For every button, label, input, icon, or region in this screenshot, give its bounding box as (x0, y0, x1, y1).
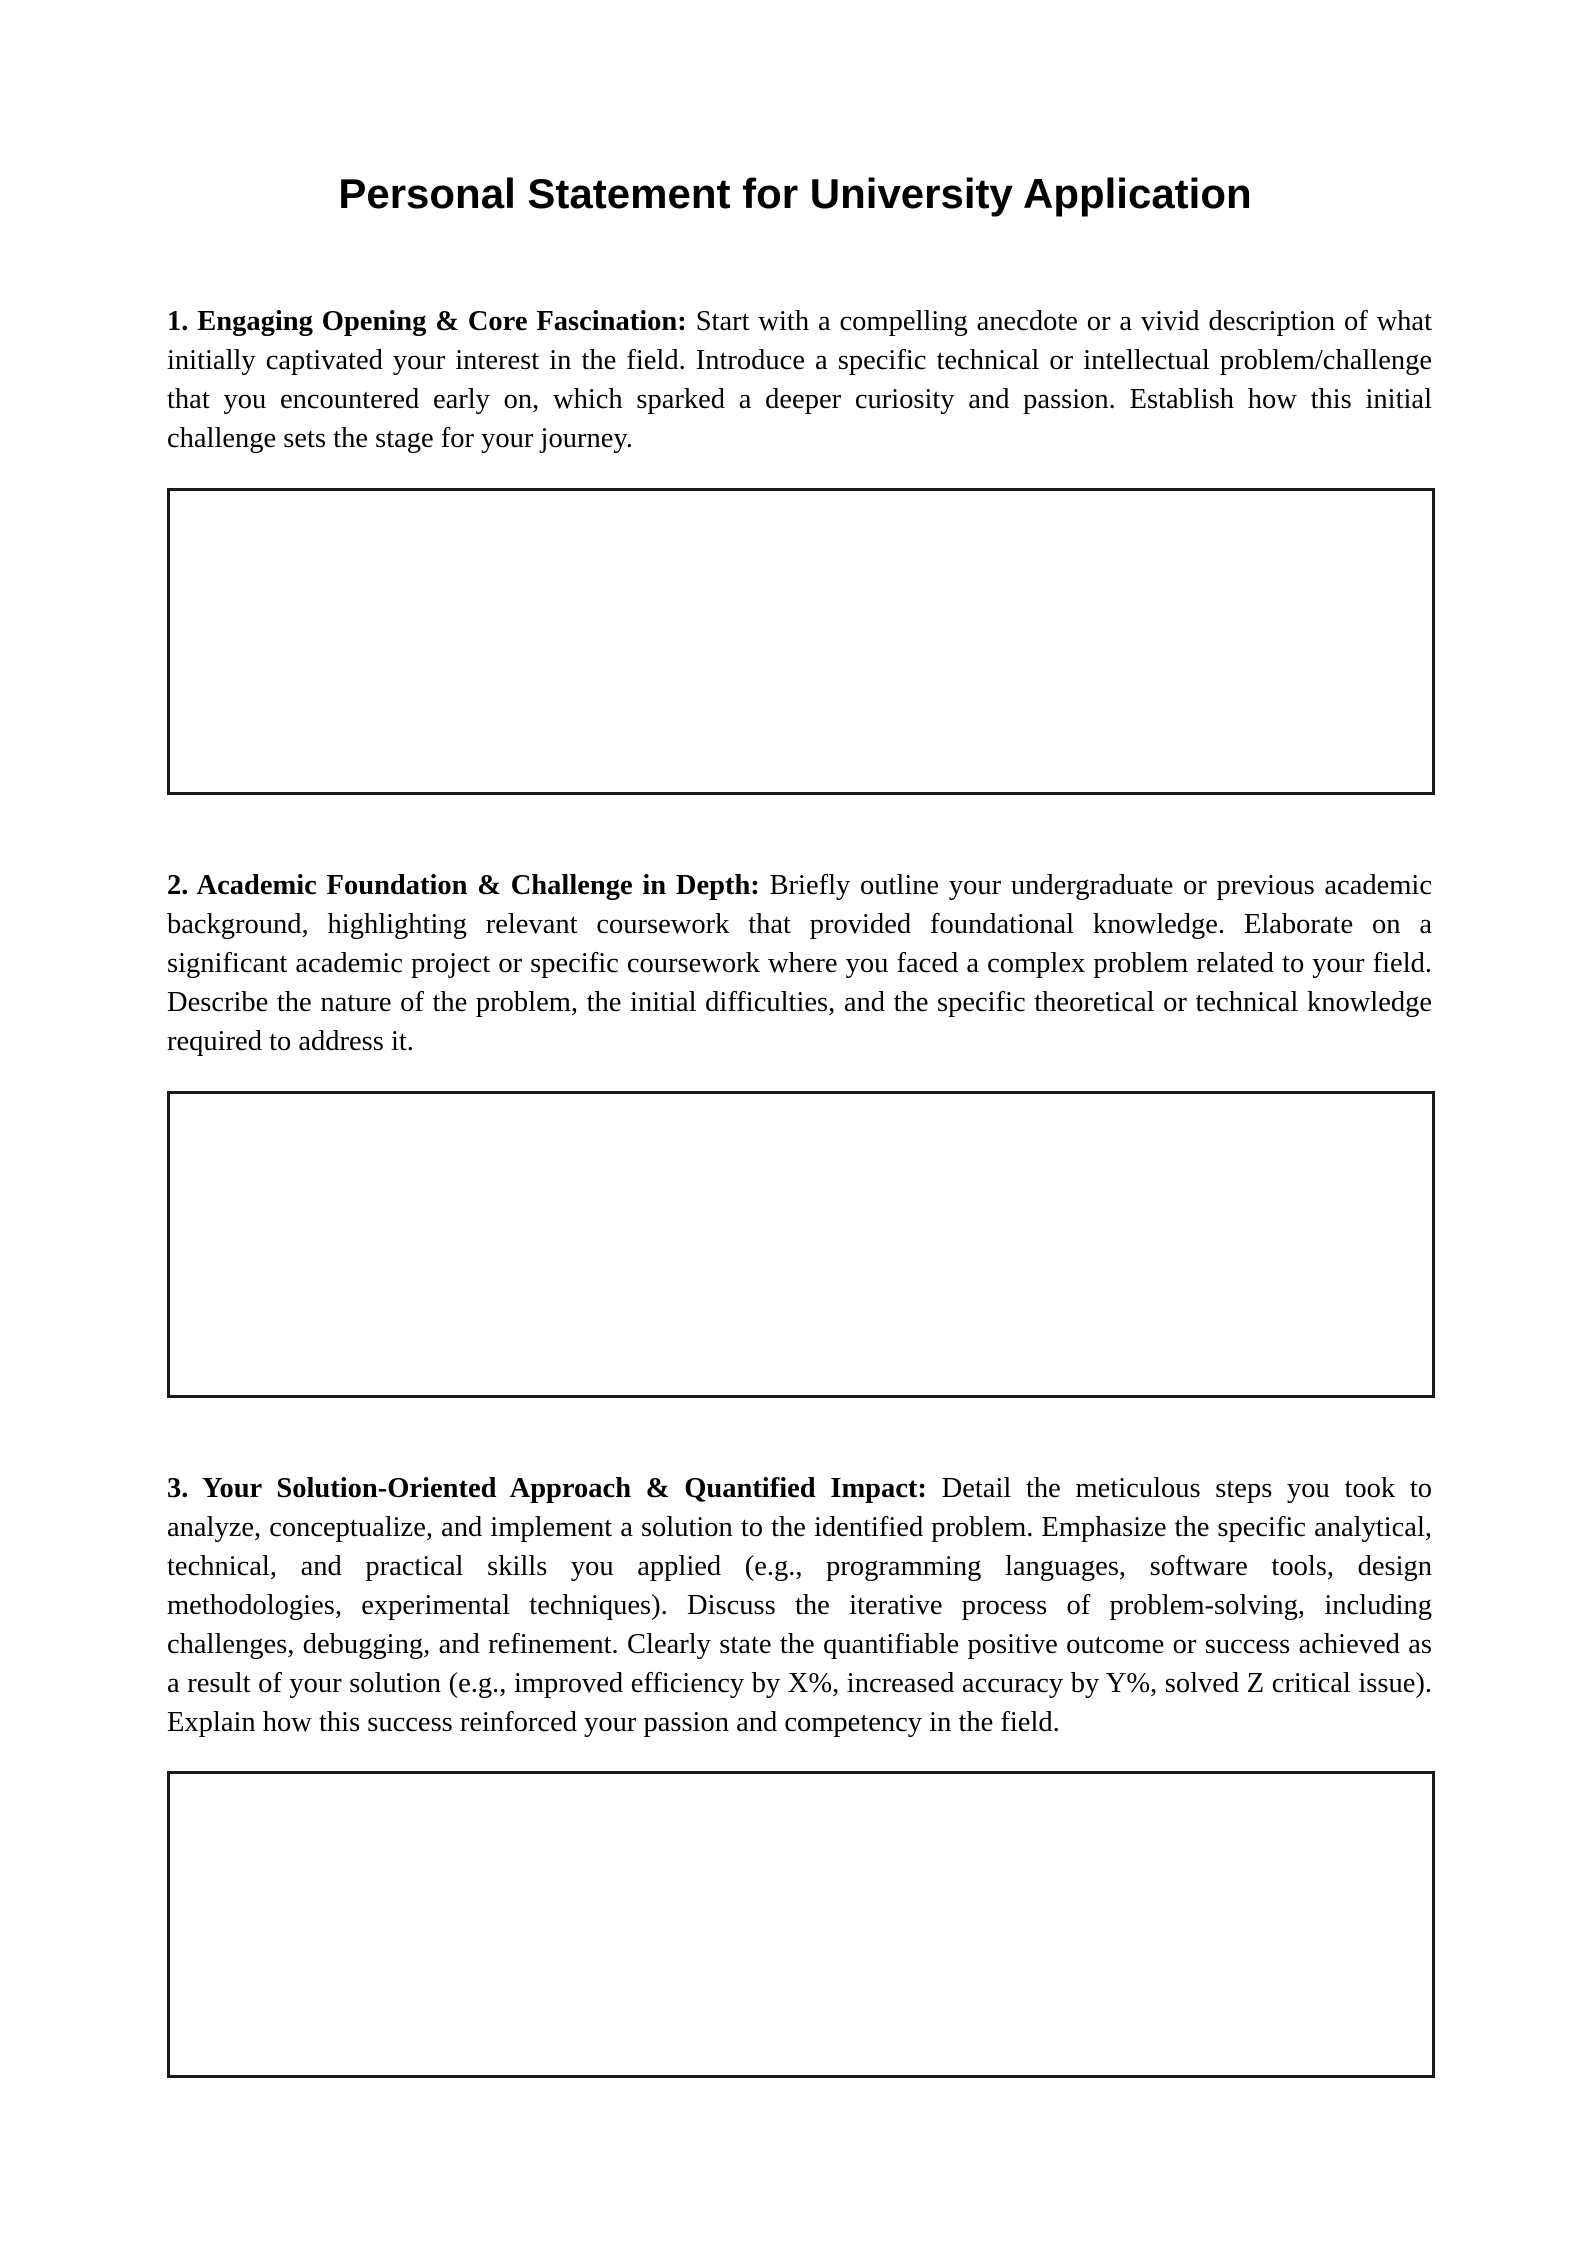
section-2-heading: 2. Academic Foundation & Challenge in Depth: (167, 870, 760, 901)
page-title: Personal Statement for University Application (338, 170, 1252, 217)
section-1-text: Start with a compelling anecdote or a vivid description of what initially captivated your interest in the field. Introduce a specific technical or intellectual problem/challenge that you encountered early on, which sparked a deeper curiosity and passion. Establish how this initial challenge sets the stage for your journey. (167, 306, 1433, 454)
section-1-answer-box[interactable] (167, 488, 1435, 795)
section-3-answer-box[interactable] (167, 1771, 1435, 2078)
section-1-heading: 1. Engaging Opening & Core Fascination: (167, 306, 687, 337)
section-2-prompt (167, 866, 1432, 1061)
section-3-heading: 3. Your Solution-Oriented Approach & Quantified Impact: (167, 1473, 927, 1504)
section-3-prompt (167, 1469, 1432, 1742)
section-2-answer-box[interactable] (167, 1091, 1435, 1398)
section-1-prompt (167, 302, 1432, 458)
section-3-text: Detail the meticulous steps you took to analyze, conceptualize, and implement a solution to the identified problem. Emphasize the specific analytical, technical, and practical skills you applied (e.g., programming languages, software tools, design methodologies, experimental techniques). Discuss the iterative process of problem-solving, including challenges, debugging, and refinement. Clearly state the quantifiable positive outcome or success achieved as a result of your solution (e.g., improved efficiency by X%, increased accuracy by Y%, solved Z critical issue). Explain how this success reinforced your passion and competency in the field. (167, 1473, 1432, 1738)
section-2-text: Briefly outline your undergraduate or previous academic background, highlighting relevant coursework that provided foundational knowledge. Elaborate on a significant academic project or specific coursework where you faced a complex problem related to your field. Describe the nature of the problem, the initial difficulties, and the specific theoretical or technical knowledge required to address it. (167, 870, 1432, 1057)
